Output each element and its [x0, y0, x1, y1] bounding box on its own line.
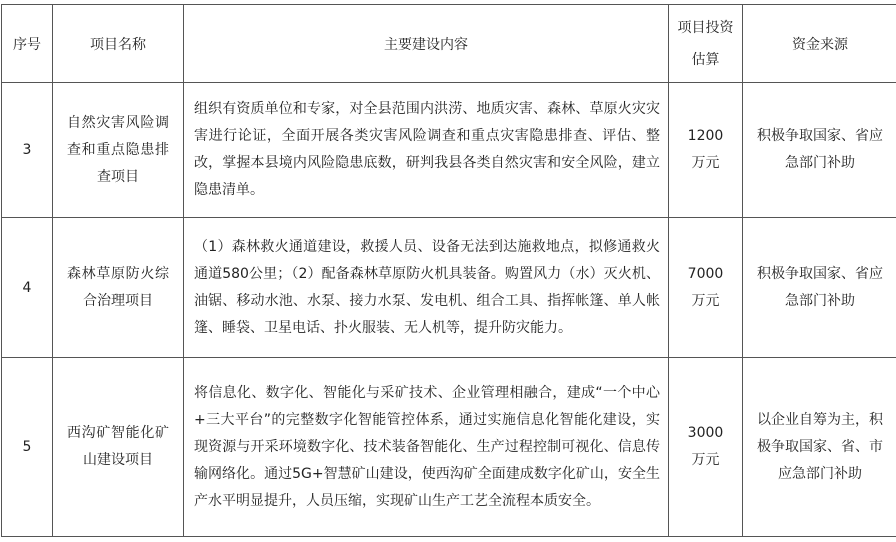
table-row	[2, 358, 896, 537]
row-content: 组织有资质单位和专家，对全县范围内洪涝、地质灾害、森林、草原火灾灾害进行论证，全面开展各类灾害风险调查和重点灾害隐患排查、评估、整改，掌握本县境内风险隐患底数，研判我县各类自然灾害和安全风险，建立隐患清单。	[194, 101, 660, 198]
row-content: （1）森林救火通道建设，救援人员、设备无法到达施救地点，拟修通救火通道580公里；（2）配备森林草原防火机具装备。购置风力（水）灭火机、油锯、移动水池、水泵、接力水泵、发电机、组合工具、指挥帐篷、单人帐篷、睡袋、卫星电话、扑火服装、无人机等，提升防灾能力。	[194, 238, 660, 336]
row-investment-amount: 3000	[687, 425, 724, 441]
row-name: 西沟矿智能化矿山建设项目	[67, 425, 169, 468]
row-source-cell	[743, 83, 896, 218]
header-investment-line2: 估算	[691, 51, 720, 68]
row-no: 4	[2, 218, 53, 358]
table-header-row	[2, 5, 896, 83]
table-row	[2, 218, 896, 358]
row-name-cell	[53, 218, 184, 358]
row-source: 积极争取国家、省应急部门补助	[757, 265, 883, 309]
row-investment-cell	[669, 358, 743, 537]
row-name-cell	[53, 358, 184, 537]
row-source-cell	[743, 218, 896, 358]
project-table	[1, 4, 896, 537]
row-content-cell	[184, 358, 669, 537]
header-name: 项目名称	[53, 5, 184, 83]
row-source-cell	[743, 358, 896, 537]
row-name: 森林草原防火综合治理项目	[67, 265, 169, 309]
row-investment-amount: 1200	[687, 128, 724, 144]
row-content: 将信息化、数字化、智能化与采矿技术、企业管理相融合，建成“一个中心+三大平台”的完整数字化智能管控体系，通过实施信息化智能化建设，实现资源与开采环境数字化、技术装备智能化、生产过程控制可视化、信息传输网络化。通过5G+智慧矿山建设，使西沟矿全面建成数字化矿山，安全生产水平明显提升，人员压缩，实现矿山生产工艺全流程本质安全。	[194, 384, 660, 509]
row-investment-cell	[669, 218, 743, 358]
row-no: 5	[2, 358, 53, 537]
row-content-cell	[184, 218, 669, 358]
row-content-cell	[184, 83, 669, 218]
row-source: 积极争取国家、省应急部门补助	[757, 128, 883, 171]
header-content: 主要建设内容	[184, 5, 669, 83]
row-source: 以企业自筹为主，积极争取国家、省、市应急部门补助	[757, 411, 883, 482]
row-name: 自然灾害风险调查和重点隐患排查项目	[67, 114, 169, 185]
row-name-cell	[53, 83, 184, 218]
header-no: 序号	[2, 5, 53, 83]
row-investment-cell	[669, 83, 743, 218]
row-no: 3	[2, 83, 53, 218]
row-investment-amount: 7000	[687, 265, 724, 282]
row-investment-unit: 万元	[691, 292, 720, 309]
row-investment-unit: 万元	[691, 452, 720, 468]
table-row	[2, 83, 896, 218]
header-investment-line1: 项目投资	[677, 19, 734, 36]
row-investment-unit: 万元	[691, 155, 720, 171]
header-source: 资金来源	[743, 5, 896, 83]
header-investment	[669, 5, 743, 83]
